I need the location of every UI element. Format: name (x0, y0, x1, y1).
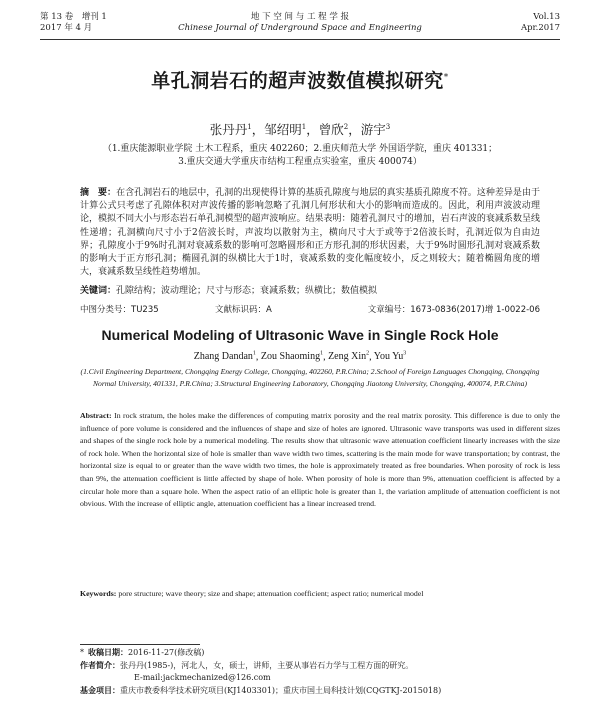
header-right (521, 12, 560, 34)
abstract-cn (80, 187, 540, 279)
affiliation-line: 3.重庆交通大学重庆市结构工程重点实验室，重庆 400074） (178, 157, 422, 167)
footnote-fund (80, 685, 560, 698)
abstract-cn-label: 摘 要： (80, 188, 117, 198)
clc-number: 中图分类号：TU235 (80, 305, 159, 315)
keywords-cn-label: 关键词： (80, 286, 117, 296)
abstract-cn-text: 在含孔洞岩石的地层中，孔洞的出现使得计算的基质孔隙度与地层的真实基质孔隙度不符。这种差异是由于计算公式只考虑了孔隙体积对声波传播的影响忽略了孔洞几何形状和大小的影响而造成的。因此，利用声波波动理论，模拟不同大小与形态岩石单孔洞模型的超声波响应。结果表明：随着孔洞尺寸的增加，岩石声波的衰减系数呈线性递增；孔洞横向尺寸小于2倍波长时，声波均以散射为主，横向尺寸大于或等于2倍波长时，孔洞近似为自由边界；孔隙度小于9%时孔洞对衰减系数的影响可忽略圆形和正方形孔洞的形状因素，大于9%时圆形孔洞对衰减系数的影响大于正方形孔洞；椭圆孔洞的纵横比大于1时，衰减系数的变化幅度较小，反之则较大；随着椭圆角度的增大，衰减系数呈线性趋势增加。 (80, 188, 540, 278)
abstract-en (80, 410, 560, 511)
header-date-en: Apr.2017 (520, 23, 560, 33)
author-cn: 游宇$^3$ (360, 122, 391, 137)
author-en: Zou Shaoming$^1$ (260, 351, 324, 363)
author-list-en: Zhang Dandan$^1$, Zou Shaoming$^1$, Zeng Xin$^2$, You Yu$^3$ (193, 351, 407, 363)
keywords-cn (80, 285, 540, 297)
footnote-star: * (80, 648, 84, 657)
author-en: You Yu$^3$ (373, 351, 407, 363)
paper-title-en: Numerical Modeling of Ultrasonic Wave in Single Rock Hole (101, 327, 499, 343)
footnote-email: E-mail:jackmechanized@126.com (134, 673, 271, 682)
keywords-en-label: Keywords: (80, 589, 117, 598)
header-journal-en: Chinese Journal of Underground Space and Engineering (178, 23, 422, 33)
author-info: 张丹丹(1985-)，河北人，女，硕士，讲师，主要从事岩石力学与工程方面的研究。 (120, 660, 414, 670)
fund-label: 基金项目： (80, 685, 120, 695)
paper-title-cn (0, 66, 600, 93)
footnote-divider (80, 644, 200, 645)
abstract-en-text: In rock stratum, the holes make the differences of computing matrix porosity and the real matrix porosity. This difference is due to only the influence of pore volume is considered and the influences of shape and size of holes are ignored. Ultrasonic wave transports was used in different sizes and shapes of the single rock hole by a numerical modeling. The results show that ultrasonic wave attenuation coefficient linearly increases with the size of rock hole. When the horizontal size of hole is smaller than wave width two times, scattering is the main mode for wave transportation; by contrast, the horizontal size is equal to or greater than the wave width two times, the hole is approximately treated as free boundaries. When porosity of rock is less than 9%, the attenuation coefficient is little affected by shape of hole. When porosity of hole is more than 9%, attenuation coefficient is affected by a circular hole more than a square hole. When the aspect ratio of an elliptic hole is greater than 1, the variation amplitude of attenuation coefficient is not obvious. With the increase of elliptic angle, attenuation coefficient has a linear increased trend. (80, 411, 560, 509)
keywords-cn-text: 孔隙结构；波动理论；尺寸与形态；衰减系数；纵横比；数值模拟 (116, 286, 378, 296)
footnote-received (80, 647, 560, 660)
footnote-author (80, 660, 560, 673)
article-number: 文章编号：1673-0836(2017)增 1-0022-06 (367, 305, 540, 315)
affiliation-line: （1.重庆能源职业学院 土木工程系，重庆 402260；2.重庆师范大学 外国语学院，重庆 401331； (102, 144, 498, 154)
affiliations-cn (0, 143, 600, 169)
author-cn: 张丹丹$^1$ (209, 122, 252, 137)
header-date-cn: 2017 年 4 月 (40, 23, 93, 33)
title-footnote-mark: * (443, 72, 449, 83)
running-header (40, 10, 560, 40)
footnotes (80, 647, 560, 697)
fund-info: 重庆市教委科学技术研究项目(KJ1403301)；重庆市国土局科技计划(CQGTKJ-2015018) (120, 685, 442, 695)
author-en: Zeng Xin$^2$ (328, 351, 370, 363)
author-cn: 邹绍明$^1$ (264, 122, 307, 137)
author-info-label: 作者简介： (80, 660, 120, 670)
author-list-cn: 张丹丹$^1$，邹绍明$^1$，曾欣$^2$，游宇$^3$ (209, 122, 391, 137)
received-date: 2016-11-27(修改稿) (128, 648, 205, 657)
author-en: Zhang Dandan$^1$ (193, 351, 256, 363)
document-code: 文献标识码：A (215, 305, 272, 315)
header-journal-cn: 地 下 空 间 与 工 程 学 报 (250, 12, 350, 22)
keywords-en (80, 589, 560, 598)
abstract-en-label: Abstract: (80, 411, 112, 420)
header-volume-issue: 第 13 卷 增刊 1 (40, 12, 107, 22)
header-center (40, 12, 560, 34)
affiliations-en: (1.Civil Engineering Department, Chongqing Energy College, Chongqing, 402260, P.R.China; 2.School of Foreign Languages Chongqing, Chongqing Normal University, 401331, P.R.China; 3.Structural Engineering Laboratory, Chongqing Jiaotong University, Chongqing, 400074, P.R.China) (80, 367, 540, 388)
paper-title-cn-text: 单孔洞岩石的超声波数值模拟研究 (151, 70, 444, 92)
author-cn: 曾欣$^2$ (318, 122, 349, 137)
header-vol-en: Vol.13 (533, 12, 560, 22)
received-label: 收稿日期： (88, 648, 128, 657)
keywords-en-text: pore structure; wave theory; size and shape; attenuation coefficient; aspect ratio; numerical model (118, 589, 424, 598)
